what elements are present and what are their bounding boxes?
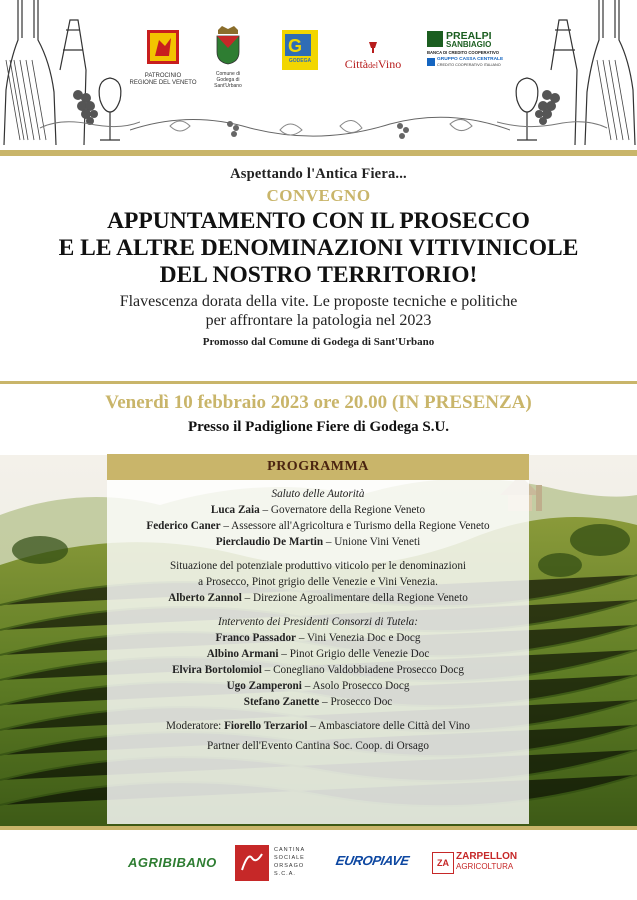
speaker-role: – Vini Venezia Doc e Docg	[296, 632, 421, 644]
title-line-2: E LE ALTRE DENOMINAZIONI VITIVINICOLE	[58, 235, 579, 261]
title-line-1: APPUNTAMENTO CON IL PROSECCO	[107, 208, 530, 234]
speaker-role: – Prosecco Doc	[319, 696, 393, 708]
comune-crest-icon	[213, 24, 243, 66]
regione-veneto-icon	[145, 28, 181, 68]
programme-panel	[107, 454, 529, 824]
speaker-role: – Governatore della Regione Veneto	[259, 504, 426, 516]
cantina-text-line: SOCIALE	[274, 855, 305, 861]
regione-caption-2: REGIONE DEL VENETO	[129, 80, 197, 86]
sponsor-cantina-orsago	[234, 844, 314, 884]
wine-sketch-right	[497, 0, 637, 150]
zarpellon-line2: AGRICOLTURA	[456, 862, 514, 871]
regione-caption-1: PATROCINIO	[144, 73, 182, 79]
speaker-role: – Unione Vini Veneti	[323, 536, 421, 548]
prealpi-line5: CREDITO COOPERATIVO ITALIANO	[437, 63, 501, 67]
speaker-name: Ugo Zamperoni	[226, 680, 302, 692]
situation-line-1: Situazione del potenziale produttivo viticolo per le denominazioni	[169, 560, 467, 572]
speaker-name: Albino Armani	[206, 648, 279, 660]
greeting-line	[107, 502, 529, 518]
speaker-name: Franco Passador	[215, 632, 297, 644]
promoter: Promosso dal Comune di Godega di Sant'Urbano	[202, 336, 435, 348]
speaker-name: Alberto Zannol	[168, 592, 242, 604]
zarpellon-line1: ZARPELLON	[456, 851, 518, 862]
speaker-name: Pierclaudio De Martin	[215, 536, 324, 548]
agribibano-text: AGRIBIBANO	[128, 855, 217, 870]
pre-title: Aspettando l'Antica Fiera...	[230, 166, 407, 182]
logo-citta-del-vino	[333, 40, 413, 72]
greetings-title: Saluto delle Autorità	[271, 488, 365, 500]
cantina-text-line: ORSAGO	[274, 863, 305, 869]
speaker-role: – Asolo Prosecco Docg	[301, 680, 410, 692]
speaker-name: Federico Caner	[146, 520, 221, 532]
speaker-role: – Direzione Agroalimentare della Regione Veneto	[241, 592, 468, 604]
prealpi-line3: BANCA DI CREDITO COOPERATIVO	[427, 50, 500, 55]
godega-caption: GODEGA	[288, 58, 312, 64]
speaker-role: – Conegliano Valdobbiadene Prosecco Docg	[261, 664, 464, 676]
header	[0, 0, 637, 150]
gold-divider-top	[0, 150, 637, 156]
subtitle-line-2: per affrontare la patologia nel 2023	[205, 312, 432, 329]
vine-sketch-center	[130, 90, 510, 150]
comune-caption-2: Godega di Sant'Urbano	[214, 77, 242, 89]
logo-regione-veneto	[128, 28, 198, 87]
event-datetime: Venerdì 10 febbraio 2023 ore 20.00 (IN PRESENZA)	[105, 392, 532, 413]
moderator-name: Fiorello Terzariol	[224, 720, 308, 732]
citta-text-b: del	[368, 61, 378, 70]
president-line	[107, 646, 529, 662]
greeting-line	[107, 518, 529, 534]
prealpi-line4: GRUPPO CASSA CENTRALE	[437, 57, 504, 62]
moderator-line	[107, 718, 529, 734]
wine-sketch-left	[0, 0, 140, 150]
speaker-role: – Assessore all'Agricoltura e Turismo della Regione Veneto	[220, 520, 490, 532]
programme-body	[107, 486, 529, 754]
event-type: CONVEGNO	[266, 186, 371, 205]
situation-line-2: a Prosecco, Pinot grigio delle Venezie e Vini Venezia.	[198, 576, 438, 588]
event-venue: Presso il Padiglione Fiere di Godega S.U.	[187, 419, 450, 435]
cantina-text-line: CANTINA	[274, 847, 306, 853]
intro-section	[0, 158, 637, 348]
speaker-name: Elvira Bortolomiol	[172, 664, 262, 676]
title-line-3: DEL NOSTRO TERRITORIO!	[159, 262, 478, 288]
sponsor-footer	[0, 830, 637, 900]
zarpellon-icon: ZA	[432, 852, 454, 874]
cantina-text-line: S.C.A.	[274, 871, 296, 877]
gold-divider-mid	[0, 381, 637, 384]
speaker-name: Luca Zaia	[210, 504, 260, 516]
speaker-name: Stefano Zanette	[243, 696, 320, 708]
president-line	[107, 694, 529, 710]
logo-comune-godega	[202, 24, 254, 89]
europiave-text: EUROPIAVE	[334, 853, 411, 868]
citta-del-vino-icon	[367, 40, 379, 54]
subtitle-line-1: Flavescenza dorata della vite. Le proposte tecniche e politiche	[119, 293, 518, 310]
president-line	[107, 662, 529, 678]
programme-heading: PROGRAMMA	[107, 454, 529, 480]
comune-caption-1: Comune di	[215, 71, 241, 77]
president-line	[107, 630, 529, 646]
cantina-orsago-icon	[234, 844, 270, 882]
prealpi-line1: PREALPI	[446, 30, 492, 42]
event-details	[0, 392, 637, 436]
partner-line: Partner dell'Evento Cantina Soc. Coop. di Orsago	[207, 740, 429, 752]
logo-godega: G GODEGA	[282, 30, 318, 70]
situation-speaker	[107, 590, 529, 606]
citta-text-c: Vino	[377, 57, 402, 71]
president-line	[107, 678, 529, 694]
cantina-text	[274, 846, 305, 878]
sponsor-europiave	[336, 852, 409, 870]
speaker-role: – Pinot Grigio delle Venezie Doc	[278, 648, 430, 660]
moderator-label: Moderatore:	[165, 720, 225, 732]
citta-text-a: Città	[344, 57, 369, 71]
greeting-line	[107, 534, 529, 550]
presidents-title: Intervento dei Presidenti Consorzi di Tutela:	[217, 616, 418, 628]
prealpi-line2: SANBIAGIO	[446, 40, 492, 49]
sponsor-agribibano	[128, 854, 217, 872]
moderator-role: – Ambasciatore delle Città del Vino	[307, 720, 470, 732]
